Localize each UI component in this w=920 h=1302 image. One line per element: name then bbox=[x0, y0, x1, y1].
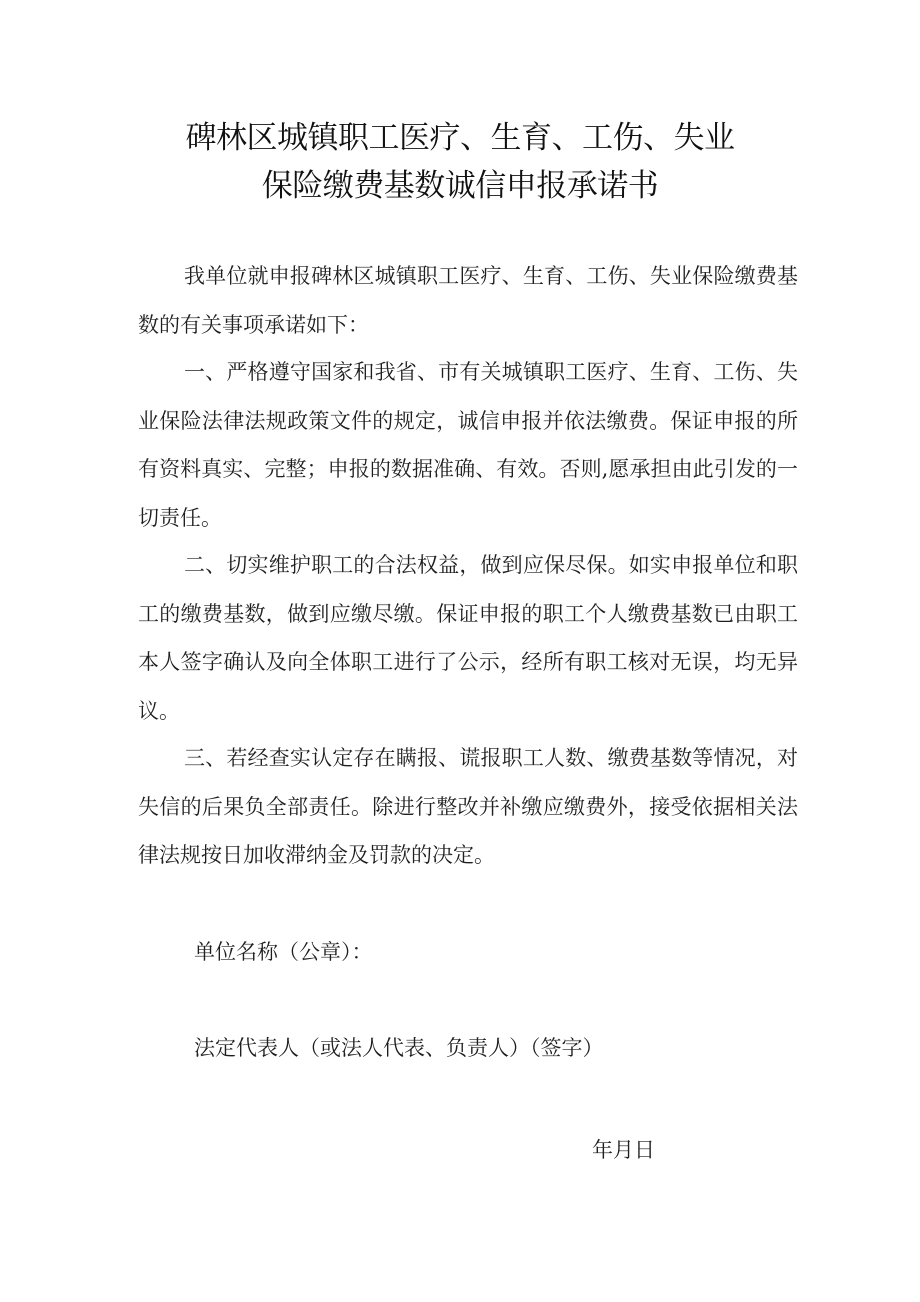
document-title-line-2: 保险缴费基数诚信申报承诺书 bbox=[261, 168, 659, 204]
clause-2-paragraph: 二、切实维护职工的合法权益，做到应保尽保。如实申报单位和职工的缴费基数，做到应缴尽缴。保证申报的职工个人缴费基数已由职工本人签字确认及向全体职工进行了公示，经所有职工核对无误，均无异议。 bbox=[138, 553, 798, 723]
legal-representative-signature-label: 法定代表人（或法人代表、负责人）（签字） bbox=[194, 1036, 604, 1060]
unit-name-seal-label: 单位名称（公章）： bbox=[194, 940, 373, 964]
date-label: 年月日 bbox=[592, 1138, 655, 1162]
intro-paragraph: 我单位就申报碑林区城镇职工医疗、生育、工伤、失业保险缴费基数的有关事项承诺如下： bbox=[138, 264, 798, 337]
clause-1-paragraph: 一、严格遵守国家和我省、市有关城镇职工医疗、生育、工伤、失业保险法律法规政策文件的规定，诚信申报并依法缴费。保证申报的所有资料真实、完整；申报的数据准确、有效。否则,愿承担由此引发的一切责任。 bbox=[138, 360, 798, 530]
clause-3-paragraph: 三、若经查实认定存在瞒报、谎报职工人数、缴费基数等情况，对失信的后果负全部责任。除进行整改并补缴应缴费外，接受依据相关法律法规按日加收滞纳金及罚款的决定。 bbox=[138, 746, 798, 867]
document-title-line-1: 碑林区城镇职工医疗、生育、工伤、失业 bbox=[185, 120, 735, 156]
